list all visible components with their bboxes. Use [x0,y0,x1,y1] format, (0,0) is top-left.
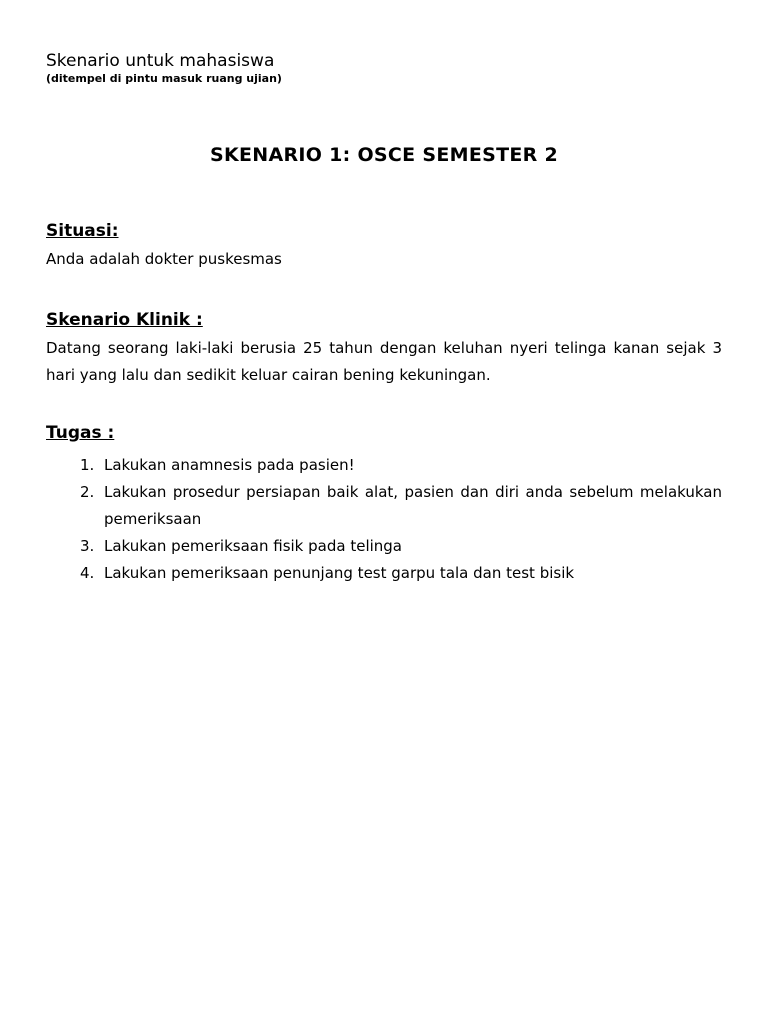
task-item [80,560,722,587]
task-text: Lakukan pemeriksaan penunjang test garpu tala dan test bisik [104,564,575,582]
task-number: 1. [80,456,95,474]
task-number: 3. [80,537,95,555]
document-page [46,50,722,587]
skenario-klinik-text: Datang seorang laki-laki berusia 25 tahun dengan keluhan nyeri telinga kanan sejak 3 hari yang lalu dan sedikit keluar cairan bening kekuningan. [46,339,722,384]
header-note: (ditempel di pintu masuk ruang ujian) [46,72,282,85]
task-text: Lakukan prosedur persiapan baik alat, pasien dan diri anda sebelum melakukan pemeriksaan [104,483,722,528]
task-item [80,452,722,479]
task-number: 2. [80,483,95,501]
task-list [46,452,722,587]
task-text: Lakukan pemeriksaan fisik pada telinga [104,537,403,555]
tugas-heading: Tugas : [46,423,115,443]
task-text: Lakukan anamnesis pada pasien! [104,456,355,474]
situasi-heading: Situasi: [46,221,119,241]
section-skenario-klinik [46,309,722,389]
header-title: Skenario untuk mahasiswa [46,51,275,71]
situasi-text: Anda adalah dokter puskesmas [46,250,282,268]
task-number: 4. [80,564,95,582]
document-title: SKENARIO 1: OSCE SEMESTER 2 [209,144,558,166]
skenario-klinik-heading: Skenario Klinik : [46,310,203,330]
task-item [80,479,722,533]
section-situasi [46,220,722,273]
page-header [46,50,722,85]
section-tugas [46,422,722,587]
task-item [80,533,722,560]
